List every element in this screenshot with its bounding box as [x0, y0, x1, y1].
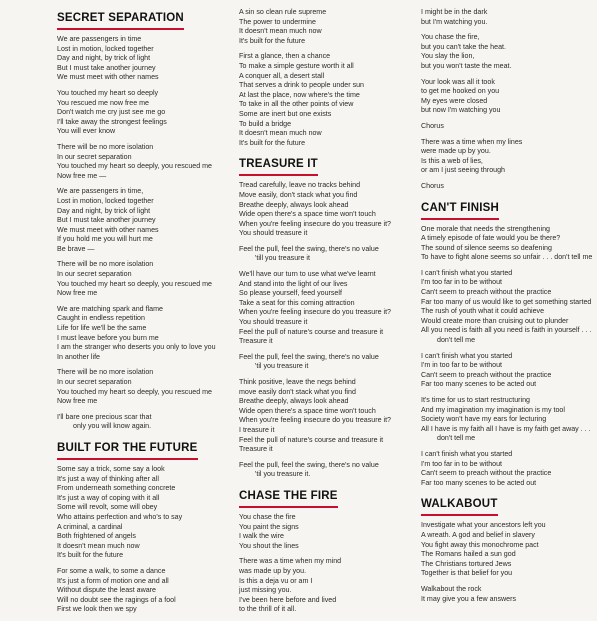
lyric-line: You chase the fire, — [421, 33, 480, 42]
column-3 — [421, 8, 591, 610]
stanza — [421, 33, 591, 71]
lyric-line: One morale that needs the strengthening — [421, 224, 550, 233]
stanza — [421, 521, 591, 579]
stanza — [421, 8, 591, 27]
stanza — [239, 270, 405, 347]
lyric-line: There will be no more isolation — [57, 142, 154, 151]
column-1 — [57, 8, 235, 621]
lyric-line: Treasure it — [239, 445, 273, 454]
lyric-line: Will no doubt see the ragings of a fool — [57, 595, 176, 604]
lyric-line: Some say a trick, some say a look — [57, 464, 165, 473]
lyric-line: All you need is faith all you need is faith in yourself . . . — [421, 326, 592, 335]
lyric-line: From underneath something concrete — [57, 484, 176, 493]
song-col2-top — [239, 8, 405, 148]
lyric-line: Without dispute the least aware — [57, 586, 156, 595]
lyric-line: Who attains perfection and who's to say — [57, 512, 183, 521]
lyric-line: Life for life we'll be the same — [57, 324, 147, 333]
lyric-line: But I must take another journey — [57, 216, 156, 225]
lyric-line: Far too many scenes to be acted out — [421, 478, 537, 487]
lyric-line: We must meet with other names — [57, 225, 159, 234]
song-title: CHASE THE FIRE — [239, 488, 338, 508]
lyric-line: I can't finish what you started — [421, 268, 513, 277]
lyric-line: Your look was all it took — [421, 77, 495, 86]
lyric-line: Chorus — [421, 181, 444, 190]
lyric-line: or am I just seeing through — [421, 166, 505, 175]
lyric-line: I can't finish what you started — [421, 449, 513, 458]
stanza — [239, 353, 405, 372]
lyric-line: It's just a way of thinking after all — [57, 474, 159, 483]
lyric-line: but you can't take the heat. — [421, 42, 506, 51]
lyric-line: Would create more than cruising out to plunder — [421, 316, 569, 325]
lyric-line: First we look then we spy — [57, 605, 137, 614]
lyric-line: Together is that belief for you — [421, 569, 513, 578]
stanza — [57, 260, 235, 298]
lyric-line: Feel the pull, feel the swing, there's no value — [239, 244, 379, 253]
lyric-line: Breathe deeply, always look ahead — [239, 397, 349, 406]
lyric-line: was made up by you. — [239, 566, 307, 575]
lyric-line: Treasure it — [239, 337, 273, 346]
song-title: BUILT FOR THE FUTURE — [57, 440, 198, 460]
lyric-line: Move easily, don't stack what you find — [239, 190, 358, 199]
lyric-line: Day and night, by trick of light — [57, 206, 151, 215]
lyric-line: Is this a deja vu or am I — [239, 576, 313, 585]
lyric-line: Day and night, by trick of light — [57, 54, 151, 63]
lyric-line: You paint the signs — [239, 522, 299, 531]
stanza — [421, 352, 591, 390]
stanza — [57, 89, 235, 137]
lyric-line: I can't finish what you started — [421, 351, 513, 360]
stanza — [239, 52, 405, 148]
lyric-line: Now free me — [57, 397, 98, 406]
lyric-line: There will be no more isolation — [57, 260, 154, 269]
lyric-line: I'm too far in to be without — [421, 278, 503, 287]
stanza — [421, 269, 591, 346]
lyric-line: I'm in too far to be without — [421, 361, 503, 370]
lyric-line: I'll take away the strongest feelings — [57, 117, 167, 126]
lyric-line: Don't watch me cry just see me go — [57, 108, 166, 117]
lyric-line: I'll bare one precious scar that — [57, 412, 152, 421]
lyric-line: Feel the pull of nature's course and treasure it — [239, 435, 384, 444]
stanza — [57, 35, 235, 83]
lyric-line: You touched my heart so deeply, you rescued me — [57, 279, 212, 288]
stanza — [421, 585, 591, 604]
lyric-line: Wide open there's a space time won't touch — [239, 210, 376, 219]
stanza — [421, 225, 591, 263]
lyric-line: Can't seem to preach without the practice — [421, 288, 552, 297]
stanza — [57, 567, 235, 615]
lyric-line: Is this a web of lies, — [421, 156, 483, 165]
lyric-line: Lost in motion, locked together — [57, 196, 154, 205]
stanza — [239, 557, 405, 615]
stanza — [239, 513, 405, 551]
lyric-line: 'til you treasure it — [255, 362, 309, 371]
lyric-line: That serves a drink to people under sun — [239, 81, 365, 90]
lyric-line: It doesn't mean much now — [239, 27, 322, 36]
lyric-line: It's built for the future — [239, 36, 306, 45]
lyric-line: And stand into the light of our lives — [239, 279, 348, 288]
lyric-line: We are passengers in time, — [57, 187, 144, 196]
song-walkabout — [421, 494, 591, 604]
lyric-line: In another life — [57, 352, 100, 361]
lyric-line: but I'm watching you. — [421, 17, 488, 26]
lyric-line: but now I'm watching you — [421, 106, 501, 115]
lyric-line: The rush of youth what it could achieve — [421, 307, 545, 316]
song-chase-the-fire — [239, 486, 405, 615]
stanza — [239, 461, 405, 480]
lyric-line: Some will revolt, some will obey — [57, 503, 158, 512]
lyric-line: First a glance, then a chance — [239, 52, 331, 61]
lyric-line: You shout the lines — [239, 541, 299, 550]
lyric-line: Tread carefully, leave no tracks behind — [239, 181, 361, 190]
lyric-line: If you hold me you will hurt me — [57, 235, 153, 244]
lyric-line: Now free me — [57, 289, 98, 298]
song-cant-finish — [421, 198, 591, 489]
lyric-line: Be brave — — [57, 244, 95, 253]
lyric-line: I must leave before you burn me — [57, 333, 159, 342]
lyric-line: The Romans hailed a sun god — [421, 550, 516, 559]
song-title: CAN'T FINISH — [421, 200, 499, 220]
song-treasure-it — [239, 154, 405, 480]
lyric-line: We'll have our turn to use what we've learnt — [239, 270, 376, 279]
lyric-line: just missing you. — [239, 586, 292, 595]
lyric-line: It's built for the future — [239, 138, 306, 147]
lyric-line: were made up by you. — [421, 147, 491, 156]
lyric-line: You slay the lion, — [421, 52, 475, 61]
lyric-line: You touched my heart so deeply, you rescued me — [57, 387, 212, 396]
stanza — [57, 305, 235, 363]
stanza — [421, 138, 591, 176]
lyric-line: don't tell me — [437, 434, 476, 443]
lyric-line: Now free me — — [57, 171, 107, 180]
lyric-line: For some a walk, to some a dance — [57, 566, 166, 575]
lyric-line: A timely episode of fate would you be there? — [421, 234, 561, 243]
lyric-line: There will be no more isolation — [57, 368, 154, 377]
lyric-line: 'til you treasure it. — [255, 470, 311, 479]
lyric-line: move easily don't stack what you find — [239, 387, 356, 396]
lyric-line: The power to undermine — [239, 17, 316, 26]
lyric-line: I walk the wire — [239, 532, 284, 541]
column-2 — [239, 8, 405, 621]
lyric-line: It's just a form of motion one and all — [57, 576, 169, 585]
stanza — [57, 368, 235, 406]
stanza — [239, 8, 405, 46]
lyric-line: To take in all the other points of view — [239, 100, 354, 109]
lyric-line: only you will know again. — [73, 422, 152, 431]
lyric-line: Feel the pull of nature's course and treasure it — [239, 327, 384, 336]
lyric-line: A conquer all, a desert stall — [239, 71, 325, 80]
lyric-line: There was a time when my lines — [421, 137, 523, 146]
lyric-line: Can't seem to preach without the practice — [421, 370, 552, 379]
lyric-line: You chase the fire — [239, 512, 296, 521]
stanza — [57, 143, 235, 181]
lyric-line: It's built for the future — [57, 551, 124, 560]
lyric-line: It doesn't mean much now — [57, 541, 140, 550]
lyric-line: Can't seem to preach without the practice — [421, 469, 552, 478]
song-title: WALKABOUT — [421, 496, 498, 516]
lyric-line: In our secret separation — [57, 378, 132, 386]
lyric-line: You touched my heart so deeply, you rescued me — [57, 162, 212, 171]
lyric-line: to the thrill of it all. — [239, 605, 297, 614]
lyric-line: don't tell me — [437, 336, 476, 345]
lyric-line: And my imagination my imagination is my tool — [421, 405, 565, 414]
lyric-line: You will ever know — [57, 127, 116, 136]
lyric-line: Think positive, leave the negs behind — [239, 378, 356, 386]
lyric-line: Both frightened of angels — [57, 532, 136, 541]
stanza — [421, 78, 591, 116]
lyric-line: To build a bridge — [239, 119, 292, 128]
stanza — [239, 378, 405, 455]
lyric-line: When you're feeling insecure do you treasure it? — [239, 219, 391, 228]
lyric-line: Chorus — [421, 121, 444, 130]
lyric-line: Caught in endless repetition — [57, 314, 145, 323]
lyric-line: It doesn't mean much now — [239, 129, 322, 138]
lyric-line: We are passengers in time — [57, 35, 142, 43]
lyric-line: 'till you treasure it — [255, 254, 310, 263]
stanza — [57, 413, 235, 432]
lyric-line: We are matching spark and flame — [57, 304, 163, 313]
stanza — [421, 396, 591, 444]
lyric-line: So please yourself, feed yourself — [239, 289, 342, 298]
stanza — [239, 181, 405, 239]
lyric-line: Far too many scenes to be acted out — [421, 380, 537, 389]
lyric-line: At last the place, now where's the time — [239, 90, 360, 99]
lyric-line: A wreath. A god and belief in slavery — [421, 530, 535, 539]
stanza — [239, 245, 405, 264]
lyric-line: You should treasure it — [239, 318, 308, 327]
lyric-line: Breathe deeply, always look ahead — [239, 200, 349, 209]
lyric-line: But I must take another journey — [57, 63, 156, 72]
lyric-line: I might be in the dark — [421, 8, 488, 16]
lyric-line: It's just a way of coping with it all — [57, 493, 160, 502]
lyric-line: Wide open there's a space time won't touch — [239, 406, 376, 415]
lyric-line: Far too many of us would like to get something started — [421, 297, 592, 306]
lyric-line: Walkabout the rock — [421, 584, 482, 593]
stanza — [421, 182, 591, 192]
lyric-line: Lost in motion, locked together — [57, 44, 154, 53]
lyric-line: A sin so clean rule supreme — [239, 8, 327, 16]
lyric-line: When you're feeling insecure do you treasure it? — [239, 416, 391, 425]
lyric-line: To make a simple gesture worth it all — [239, 61, 354, 70]
lyric-line: You fight away this monochrome pact — [421, 540, 539, 549]
lyric-line: Some are inert but one exists — [239, 109, 332, 118]
lyric-line: You touched my heart so deeply — [57, 88, 159, 97]
lyric-line: I've been here before and lived — [239, 595, 337, 604]
lyric-line: My eyes were closed — [421, 96, 488, 105]
lyric-line: I treasure it — [239, 425, 275, 434]
lyric-line: In our secret separation — [57, 152, 132, 161]
lyric-line: All I have is my faith all I have is my faith get away . . . — [421, 424, 591, 433]
stanza — [57, 187, 235, 254]
lyric-line: to get me hooked on you — [421, 87, 500, 96]
song-secret-separation — [57, 8, 235, 432]
lyric-line: The sound of silence seems so deafening — [421, 243, 552, 252]
lyric-line: You should treasure it — [239, 229, 308, 238]
lyric-line: To have to fight alone seems so unfair . . . don't tell me — [421, 253, 593, 262]
lyric-line: When you're feeling insecure do you treasure it? — [239, 308, 391, 317]
lyric-line: There was a time when my mind — [239, 557, 342, 566]
lyric-line: You rescued me now free me — [57, 98, 150, 107]
stanza — [57, 465, 235, 561]
stanza — [421, 450, 591, 488]
lyric-line: Feel the pull, feel the swing, there's no value — [239, 460, 379, 469]
lyric-line: In our secret separation — [57, 270, 132, 279]
lyric-line: Feel the pull, feel the swing, there's no value — [239, 352, 379, 361]
song-title: TREASURE IT — [239, 156, 318, 176]
lyric-line: The Christians tortured Jews — [421, 559, 512, 568]
lyric-line: Take a seat for this coming attraction — [239, 298, 355, 307]
lyric-line: I'm too far in to be without — [421, 459, 503, 468]
song-title: SECRET SEPARATION — [57, 10, 184, 30]
lyric-line: We must meet with other names — [57, 73, 159, 82]
stanza — [421, 122, 591, 132]
lyric-line: It's time for us to start restructuring — [421, 396, 530, 404]
song-built-for-the-future — [57, 438, 235, 615]
song-col3-top — [421, 8, 591, 192]
lyric-line: Society won't have my ears for lecturing — [421, 415, 547, 424]
lyric-line: It may give you a few answers — [421, 594, 517, 603]
lyric-line: A criminal, a cardinal — [57, 522, 123, 531]
lyric-line: Investigate what your ancestors left you — [421, 521, 546, 530]
lyric-line: but you won't taste the meat. — [421, 61, 512, 70]
lyric-line: I am the stranger who deserts you only to love you — [57, 343, 216, 352]
